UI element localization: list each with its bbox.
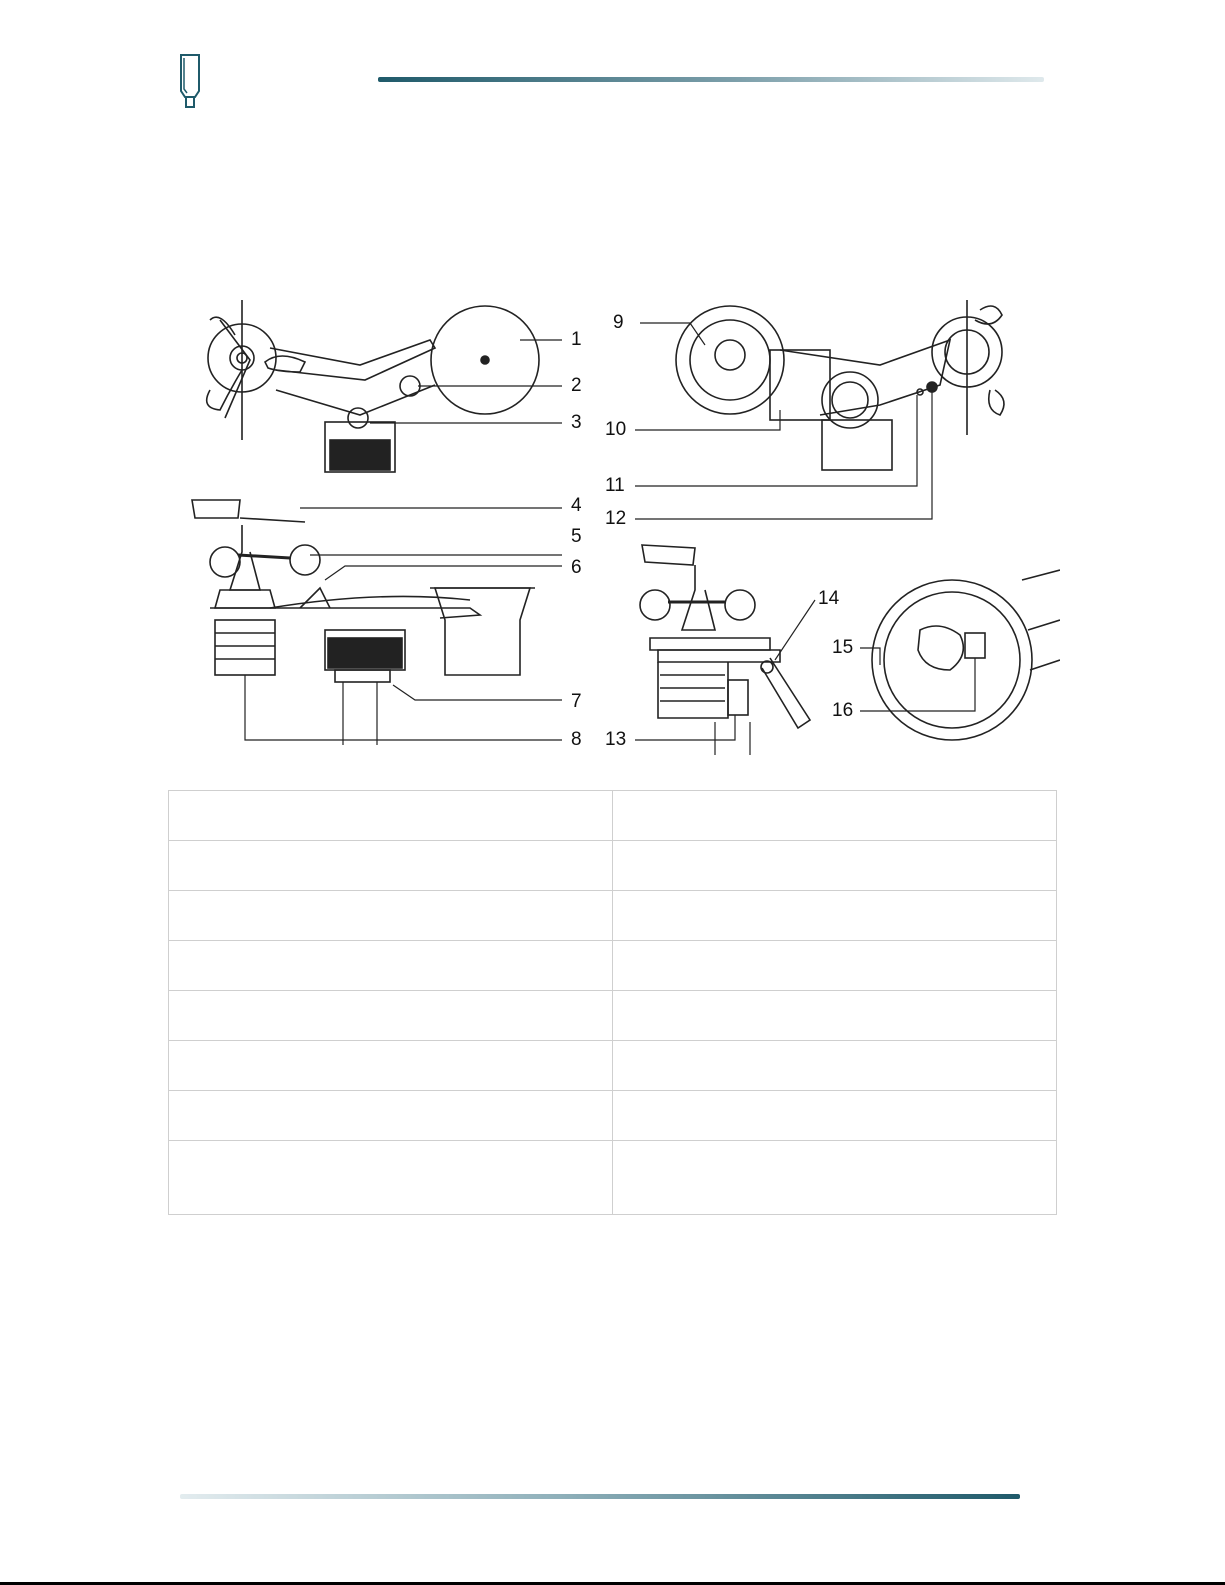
table-cell [613, 791, 1057, 841]
table-row [169, 791, 1057, 841]
table-cell [613, 991, 1057, 1041]
table-row [169, 1041, 1057, 1091]
table-cell [169, 991, 613, 1041]
table-cell [169, 941, 613, 991]
parts-table [168, 790, 1057, 1215]
table-cell [613, 1091, 1057, 1141]
side-view-left [192, 500, 535, 682]
callout-7: 7 [571, 691, 582, 712]
table-cell [169, 1141, 613, 1215]
sensor-drawings [180, 290, 1060, 770]
callout-11: 11 [605, 475, 625, 496]
header-gradient-bar [378, 77, 1044, 82]
table-row [169, 1141, 1057, 1215]
table-row [169, 841, 1057, 891]
table-cell [613, 1041, 1057, 1091]
callout-9: 9 [613, 312, 624, 333]
table-row [169, 891, 1057, 941]
callout-6: 6 [571, 557, 582, 578]
callout-14: 14 [818, 588, 840, 609]
table-row [169, 1091, 1057, 1141]
table-cell [169, 1091, 613, 1141]
table-cell [169, 1041, 613, 1091]
table-cell [613, 1141, 1057, 1215]
callout-2: 2 [571, 375, 582, 396]
weather-sensor-diagram [180, 290, 1060, 770]
usb-stick-icon [178, 53, 202, 111]
table-row [169, 941, 1057, 991]
top-view-back [676, 300, 1004, 470]
callout-16: 16 [832, 700, 854, 721]
callout-12: 12 [605, 508, 627, 529]
table-row [169, 991, 1057, 1041]
callout-5: 5 [571, 526, 582, 547]
footer-gradient-bar [180, 1494, 1020, 1499]
callout-8: 8 [571, 729, 582, 750]
table-cell [169, 891, 613, 941]
callout-1: 1 [571, 329, 582, 350]
callout-10: 10 [605, 419, 627, 440]
callout-4: 4 [571, 495, 582, 516]
callout-13: 13 [605, 729, 627, 750]
table-cell [613, 941, 1057, 991]
table-cell [613, 841, 1057, 891]
callout-15: 15 [832, 637, 854, 658]
table-cell [169, 791, 613, 841]
callout-3: 3 [571, 412, 582, 433]
table-cell [169, 841, 613, 891]
table-cell [613, 891, 1057, 941]
